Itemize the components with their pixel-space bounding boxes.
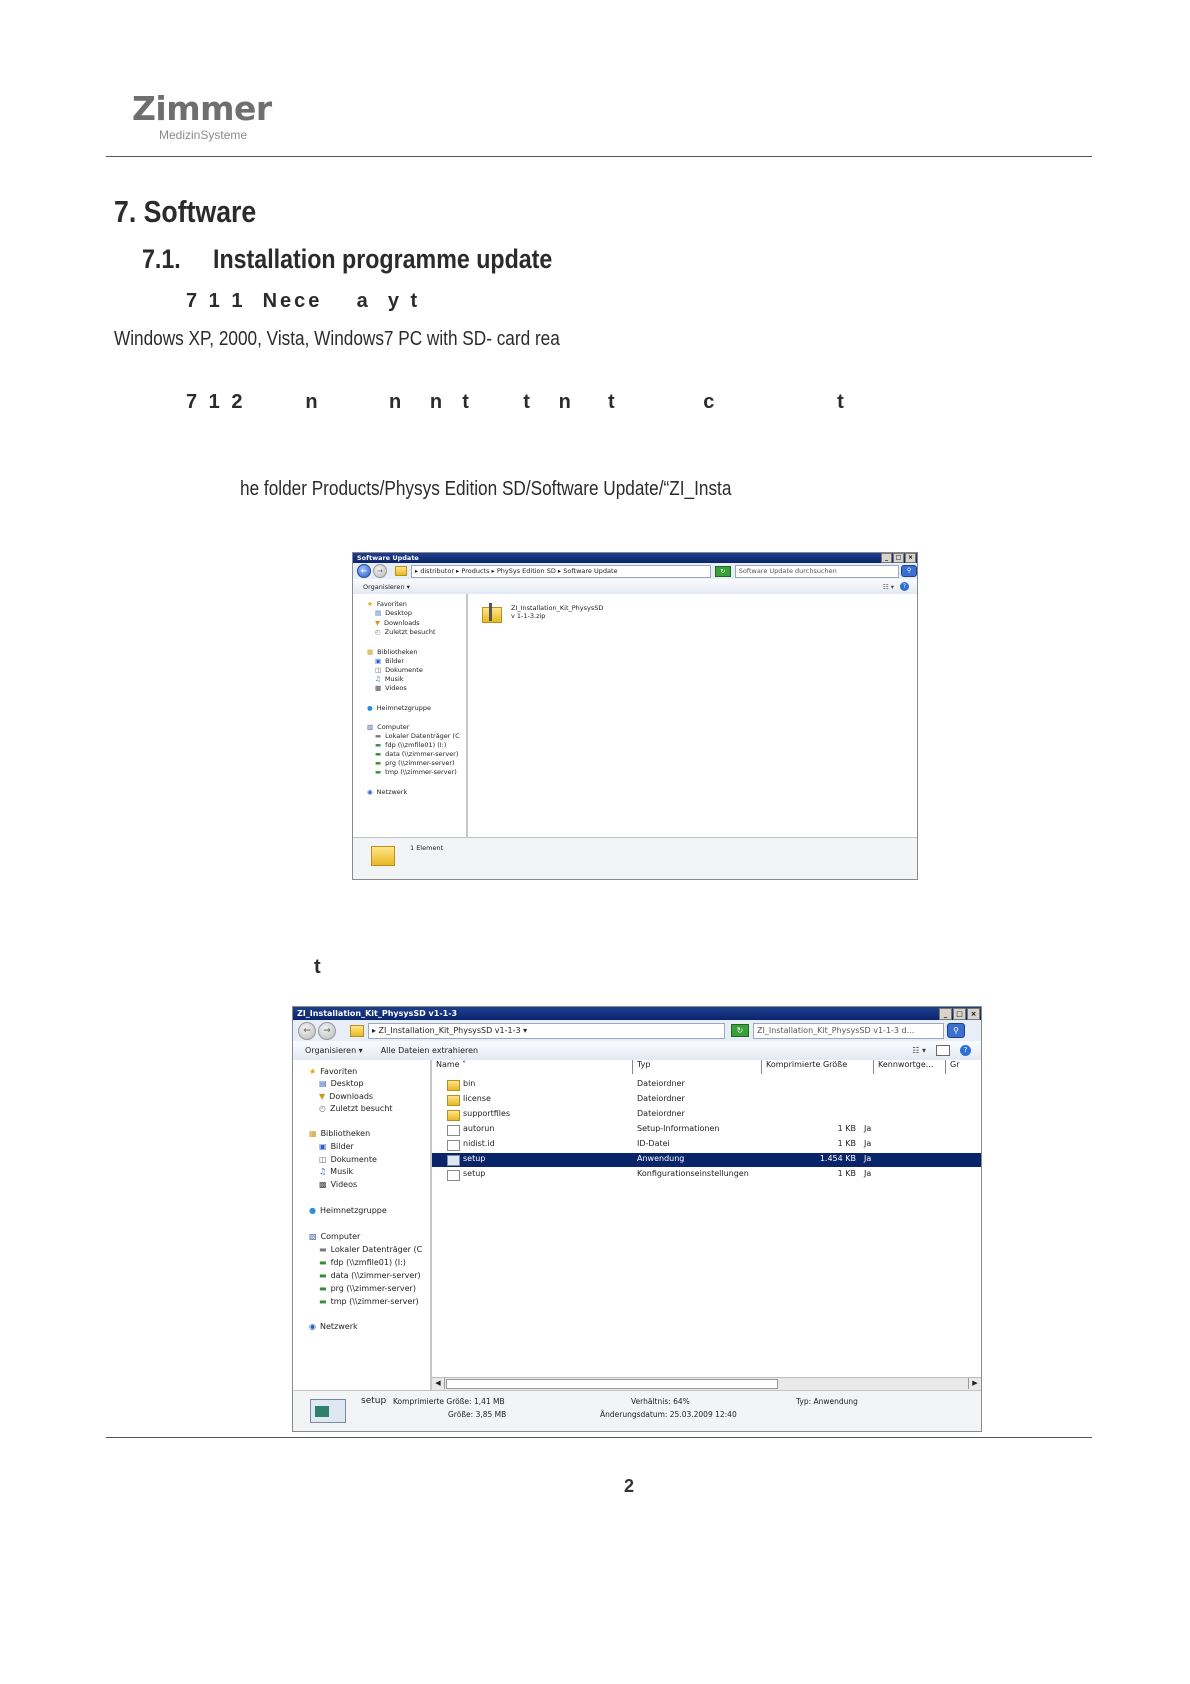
music-icon: ♫	[319, 1167, 327, 1176]
nav-drive-fdp[interactable]: ▬ fdp (\\zmfile01) (I:)	[319, 1258, 406, 1267]
nav-computer[interactable]: ▧ Computer	[367, 723, 410, 731]
library-icon: ▦	[367, 648, 374, 656]
nav-pictures[interactable]: ▣ Bilder	[375, 657, 405, 665]
extract-all-button[interactable]: Alle Dateien extrahieren	[380, 1046, 479, 1055]
network-icon: ◉	[367, 788, 373, 796]
drive-icon: ▬	[319, 1245, 327, 1254]
file-row[interactable]	[432, 1078, 981, 1092]
homegroup-icon: ●	[309, 1206, 316, 1215]
nav-network[interactable]: ◉ Netzwerk	[367, 788, 408, 796]
section-title: Installation programme update	[213, 244, 553, 274]
nav-documents[interactable]: ◫ Dokumente	[319, 1155, 377, 1164]
file-type: Konfigurationseinstellungen	[637, 1169, 749, 1178]
folder-icon	[447, 1110, 460, 1121]
nav-local-disk[interactable]: ▬ Lokaler Datenträger (C	[375, 732, 460, 740]
close-button[interactable]: ×	[967, 1008, 980, 1020]
file-type: Dateiordner	[637, 1079, 685, 1088]
file-list-area	[432, 1060, 981, 1390]
details-pane	[353, 837, 917, 880]
scroll-right-icon[interactable]: ▶	[968, 1378, 981, 1389]
nav-recent[interactable]: ◴ Zuletzt besucht	[375, 628, 436, 636]
nav-recent[interactable]: ◴ Zuletzt besucht	[319, 1104, 393, 1113]
nav-downloads[interactable]: ▼ Downloads	[319, 1092, 374, 1101]
search-icon[interactable]: ⚲	[901, 565, 917, 577]
nav-drive-prg[interactable]: ▬ prg (\\zimmer-server)	[375, 759, 455, 767]
file-name: supportfiles	[463, 1109, 511, 1118]
organize-button[interactable]: Organisieren ▾	[305, 1046, 363, 1055]
command-bar	[353, 579, 917, 595]
column-header-extra[interactable]: Gr	[946, 1060, 981, 1074]
file-password-protected: Ja	[864, 1154, 872, 1163]
minimize-button[interactable]: _	[939, 1008, 952, 1020]
forward-button[interactable]: →	[373, 564, 387, 578]
desktop-icon: ▤	[375, 609, 382, 617]
zip-folder-icon[interactable]	[482, 603, 504, 623]
heading-7-1-2: 7 1 2 n n n t t n t c t	[186, 391, 847, 413]
zip-file-name-cont: v 1-1-3.zip	[511, 612, 546, 620]
search-input[interactable]: ZI_Installation_Kit_PhysysSD v1-1-3 d...	[753, 1023, 944, 1039]
nav-music[interactable]: ♫ Musik	[375, 675, 404, 683]
window-titlebar	[293, 1007, 981, 1020]
folder-icon	[371, 846, 395, 866]
file-row[interactable]	[432, 1108, 981, 1122]
file-name: bin	[463, 1079, 476, 1088]
column-header-name[interactable]: Name ˄	[432, 1060, 633, 1074]
logo-tagline: MedizinSysteme	[159, 128, 248, 142]
search-icon[interactable]: ⚲	[947, 1023, 965, 1038]
videos-icon: ▩	[319, 1180, 327, 1189]
file-row[interactable]	[432, 1093, 981, 1107]
file-icon	[447, 1140, 460, 1151]
refresh-icon[interactable]: ↻	[715, 566, 731, 577]
file-row[interactable]	[432, 1168, 981, 1182]
section-number: 7.1.	[142, 244, 181, 274]
status-modified-date: Änderungsdatum: 25.03.2009 12:40	[600, 1410, 737, 1419]
file-list-area	[468, 594, 917, 837]
minimize-button[interactable]: _	[881, 553, 892, 563]
network-drive-icon: ▬	[375, 750, 382, 758]
status-element-count: 1 Element	[410, 844, 444, 852]
step-label: t	[314, 956, 324, 978]
maximize-button[interactable]: □	[893, 553, 904, 563]
nav-libraries[interactable]: ▦ Bibliotheken	[367, 648, 418, 656]
recent-icon: ◴	[319, 1104, 326, 1113]
maximize-button[interactable]: □	[953, 1008, 966, 1020]
application-icon	[310, 1399, 346, 1423]
folder-icon	[350, 1025, 364, 1037]
status-size: Größe: 3,85 MB	[448, 1410, 507, 1419]
file-type: Anwendung	[637, 1154, 685, 1163]
file-type: Setup-Informationen	[637, 1124, 720, 1133]
nav-drive-tmp[interactable]: ▬ tmp (\\zimmer-server)	[319, 1297, 419, 1306]
status-file-name: setup	[361, 1396, 387, 1406]
file-type: Dateiordner	[637, 1094, 685, 1103]
nav-drive-fdp[interactable]: ▬ fdp (\\zmfile01) (I:)	[375, 741, 447, 749]
column-header-password[interactable]: Kennwortge...	[874, 1060, 946, 1074]
close-button[interactable]: ×	[905, 553, 916, 563]
company-logo: Zimmer	[132, 89, 272, 128]
breadcrumb[interactable]: ▸ ZI_Installation_Kit_PhysysSD v1-1-3 ▾	[368, 1023, 725, 1039]
nav-local-disk[interactable]: ▬ Lokaler Datenträger (C	[319, 1245, 423, 1254]
back-button[interactable]: ←	[298, 1022, 316, 1040]
music-icon: ♫	[375, 675, 381, 683]
nav-desktop[interactable]: ▤ Desktop	[375, 609, 412, 617]
nav-homegroup[interactable]: ● Heimnetzgruppe	[367, 704, 431, 712]
help-icon[interactable]: ?	[960, 1045, 971, 1056]
documents-icon: ◫	[375, 666, 382, 674]
details-pane	[293, 1390, 981, 1432]
file-password-protected: Ja	[864, 1169, 872, 1178]
nav-network[interactable]: ◉ Netzwerk	[309, 1322, 358, 1331]
heading-7-1-1: 7 1 1 Nece a y t	[186, 290, 421, 312]
file-name: setup	[463, 1169, 486, 1178]
file-row[interactable]	[432, 1123, 981, 1137]
file-type: ID-Datei	[637, 1139, 670, 1148]
header-rule	[106, 156, 1092, 157]
network-drive-icon: ▬	[319, 1297, 327, 1306]
column-header-type[interactable]: Typ	[633, 1060, 762, 1074]
scroll-thumb[interactable]	[446, 1379, 778, 1389]
breadcrumb[interactable]: ▸ distributor ▸ Products ▸ PhySys Edition SD ▸ Software Update	[411, 565, 711, 578]
folder-icon	[447, 1080, 460, 1091]
star-icon: ★	[309, 1067, 317, 1076]
network-drive-icon: ▬	[319, 1284, 327, 1293]
nav-downloads[interactable]: ▼ Downloads	[375, 619, 420, 627]
nav-drive-data[interactable]: ▬ data (\\zimmer-server)	[319, 1271, 421, 1280]
network-drive-icon: ▬	[375, 741, 382, 749]
network-icon: ◉	[309, 1322, 316, 1331]
file-row[interactable]	[432, 1153, 981, 1167]
drive-icon: ▬	[375, 732, 382, 740]
navigation-pane	[293, 1060, 432, 1390]
nav-homegroup[interactable]: ● Heimnetzgruppe	[309, 1206, 387, 1215]
file-compressed-size: 1 KB	[837, 1124, 856, 1133]
nav-pictures[interactable]: ▣ Bilder	[319, 1142, 354, 1151]
explorer-window-software-update	[352, 552, 918, 880]
nav-drive-tmp[interactable]: ▬ tmp (\\zimmer-server)	[375, 768, 457, 776]
file-name: nidist.id	[463, 1139, 495, 1148]
network-drive-icon: ▬	[375, 759, 382, 767]
folder-icon	[447, 1095, 460, 1106]
downloads-icon: ▼	[375, 619, 380, 627]
heading-software: 7. Software	[114, 194, 257, 229]
forward-button[interactable]: →	[318, 1022, 336, 1040]
nav-computer[interactable]: ▧ Computer	[309, 1232, 361, 1241]
file-password-protected: Ja	[864, 1139, 872, 1148]
nav-drive-data[interactable]: ▬ data (\\zimmer-server)	[375, 750, 459, 758]
nav-desktop[interactable]: ▤ Desktop	[319, 1079, 364, 1088]
nav-libraries[interactable]: ▦ Bibliotheken	[309, 1129, 371, 1138]
file-name: setup	[463, 1154, 486, 1163]
command-bar	[293, 1041, 981, 1061]
nav-favorites[interactable]: ★ Favoriten	[367, 600, 407, 608]
file-compressed-size: 1 KB	[837, 1169, 856, 1178]
window-title: Software Update	[357, 554, 419, 562]
nav-drive-prg[interactable]: ▬ prg (\\zimmer-server)	[319, 1284, 416, 1293]
desktop-icon: ▤	[319, 1079, 327, 1088]
file-password-protected: Ja	[864, 1124, 872, 1133]
library-icon: ▦	[309, 1129, 317, 1138]
horizontal-scrollbar[interactable]	[432, 1377, 981, 1390]
network-drive-icon: ▬	[319, 1271, 327, 1280]
status-ratio: Verhältnis: 64%	[631, 1397, 690, 1406]
explorer-window-installation-kit	[292, 1006, 982, 1432]
search-input[interactable]: Software Update durchsuchen	[735, 565, 899, 578]
file-compressed-size: 1 KB	[837, 1139, 856, 1148]
downloads-icon: ▼	[319, 1092, 326, 1101]
file-row[interactable]	[432, 1138, 981, 1152]
pictures-icon: ▣	[319, 1142, 327, 1151]
network-drive-icon: ▬	[375, 768, 382, 776]
page-number: 2	[624, 1476, 635, 1496]
back-button[interactable]: ←	[357, 564, 371, 578]
application-icon	[447, 1155, 460, 1166]
folder-icon	[395, 566, 407, 576]
videos-icon: ▩	[375, 684, 382, 692]
preview-pane-icon[interactable]	[936, 1045, 950, 1056]
footer-rule	[106, 1437, 1092, 1438]
address-bar	[353, 563, 917, 580]
nav-documents[interactable]: ◫ Dokumente	[375, 666, 423, 674]
computer-icon: ▧	[309, 1232, 317, 1241]
organize-button[interactable]: Organisieren ▾	[363, 582, 410, 591]
pictures-icon: ▣	[375, 657, 382, 665]
status-type: Typ: Anwendung	[796, 1397, 858, 1406]
column-header-compressed-size[interactable]: Komprimierte Größe	[762, 1060, 874, 1074]
requirements-text: Windows XP, 2000, Vista, Windows7 PC with SD- card rea	[114, 328, 560, 350]
nav-videos[interactable]: ▩ Videos	[319, 1180, 358, 1189]
refresh-icon[interactable]: ↻	[731, 1024, 749, 1037]
computer-icon: ▧	[367, 723, 374, 731]
folder-path-text: he folder Products/Physys Edition SD/Software Update/“ZI_Insta	[240, 478, 732, 500]
star-icon: ★	[367, 600, 373, 608]
network-drive-icon: ▬	[319, 1258, 327, 1267]
nav-videos[interactable]: ▩ Videos	[375, 684, 407, 692]
navigation-pane	[353, 594, 468, 837]
nav-favorites[interactable]: ★ Favoriten	[309, 1067, 358, 1076]
file-compressed-size: 1.454 KB	[819, 1154, 856, 1163]
settings-file-icon	[447, 1125, 460, 1136]
view-options-icon[interactable]: ☷ ▾	[882, 582, 894, 591]
help-icon[interactable]: ?	[900, 582, 909, 591]
status-compressed-size: Komprimierte Größe: 1,41 MB	[393, 1397, 505, 1406]
file-name: autorun	[463, 1124, 495, 1133]
documents-icon: ◫	[319, 1155, 327, 1164]
recent-icon: ◴	[375, 628, 381, 636]
nav-music[interactable]: ♫ Musik	[319, 1167, 354, 1176]
settings-file-icon	[447, 1170, 460, 1181]
view-options-icon[interactable]: ☷ ▾	[912, 1046, 926, 1055]
file-type: Dateiordner	[637, 1109, 685, 1118]
address-bar	[293, 1020, 981, 1042]
heading-installation-update	[142, 246, 552, 273]
window-title: ZI_Installation_Kit_PhysysSD v1-1-3	[297, 1009, 458, 1018]
zip-file-item[interactable]	[511, 604, 603, 620]
window-titlebar	[353, 553, 917, 563]
scroll-left-icon[interactable]: ◀	[432, 1378, 445, 1389]
homegroup-icon: ●	[367, 704, 373, 712]
zip-file-name: ZI_Installation_Kit_PhysysSD	[511, 604, 604, 612]
file-name: license	[463, 1094, 491, 1103]
